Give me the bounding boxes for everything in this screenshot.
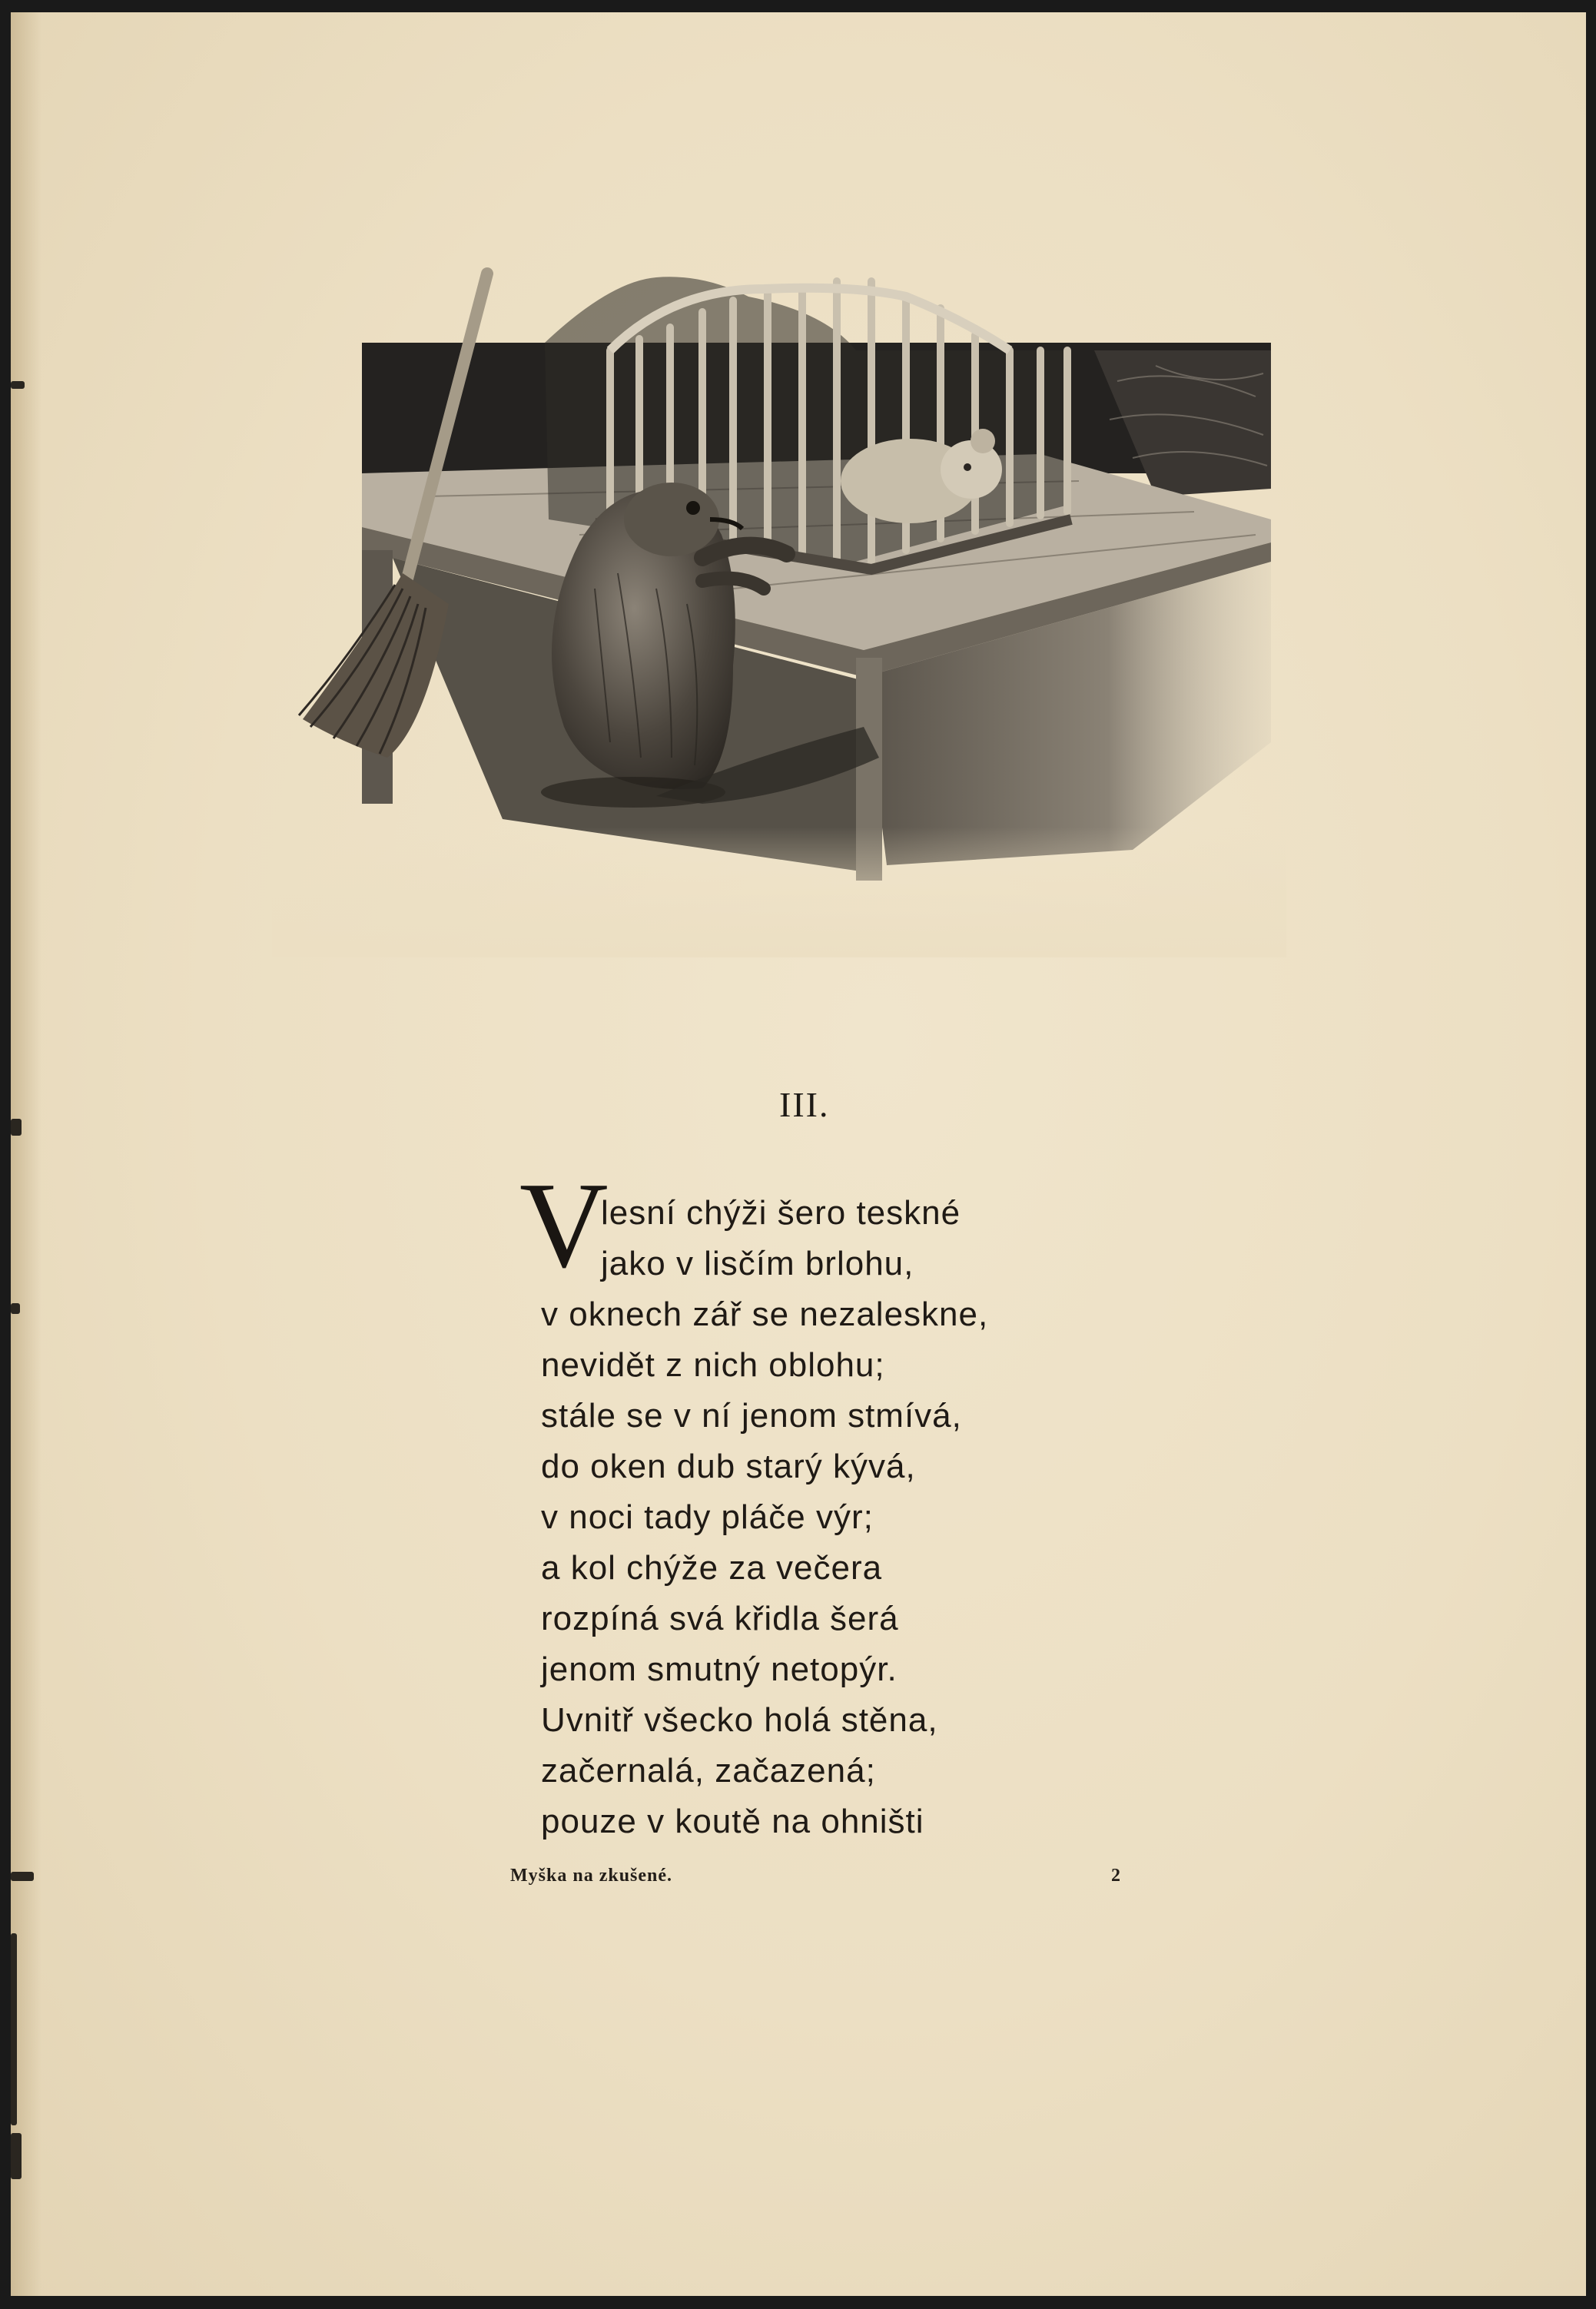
gutter-mark bbox=[11, 1119, 22, 1136]
gutter-mark bbox=[11, 1872, 34, 1881]
gutter-mark bbox=[11, 2133, 22, 2179]
page-gutter bbox=[11, 12, 41, 2296]
poem-line: lesní chýži šero teskné bbox=[601, 1194, 961, 1232]
poem-line: do oken dub starý kývá, bbox=[541, 1448, 916, 1485]
poem-line: jako v lisčím brlohu, bbox=[601, 1245, 914, 1282]
poem-line: Uvnitř všecko holá stěna, bbox=[541, 1701, 938, 1739]
chapter-number: III. bbox=[779, 1085, 830, 1124]
poem-line: pouze v koutě na ohništi bbox=[541, 1803, 924, 1840]
drop-cap: V bbox=[519, 1156, 609, 1293]
gutter-mark bbox=[11, 1303, 20, 1314]
book-page bbox=[11, 12, 1586, 2296]
footer-book-title: Myška na zkušené. bbox=[510, 1866, 673, 1886]
poem-line: jenom smutný netopýr. bbox=[541, 1650, 898, 1688]
poem-line: začernalá, začazená; bbox=[541, 1752, 876, 1790]
gutter-mark bbox=[11, 381, 25, 389]
poem-line: a kol chýže za večera bbox=[541, 1549, 883, 1587]
poem-line: v noci tady pláče výr; bbox=[541, 1498, 874, 1536]
gutter-mark bbox=[11, 1933, 17, 2125]
poem-line: v oknech zář se nezaleskne, bbox=[541, 1295, 989, 1333]
poem-line: rozpíná svá křidla šerá bbox=[541, 1600, 899, 1637]
illustration-marmot-cage bbox=[272, 266, 1286, 957]
poem-line: stále se v ní jenom stmívá, bbox=[541, 1397, 962, 1435]
page-number: 2 bbox=[1111, 1866, 1120, 1886]
vignette-fade bbox=[272, 827, 1286, 957]
poem-line: nevidět z nich oblohu; bbox=[541, 1346, 885, 1384]
